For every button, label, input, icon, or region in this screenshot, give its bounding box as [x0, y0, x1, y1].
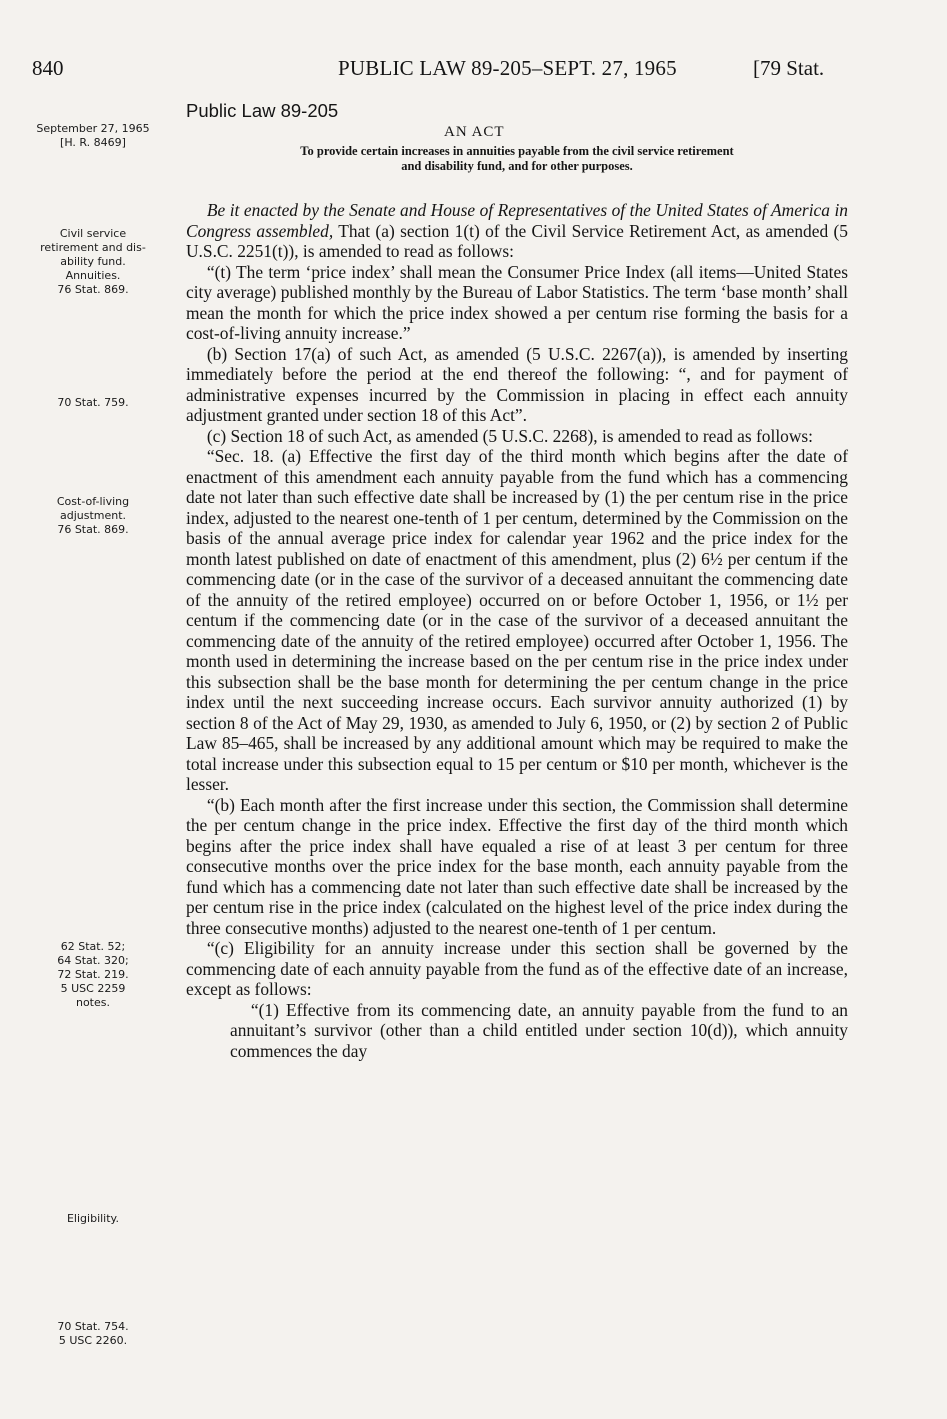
margin-note-date: September 27, 1965 [H. R. 8469] [36, 122, 150, 149]
margin-note-stat-citations: 62 Stat. 52; 64 Stat. 320; 72 Stat. 219. 5 USC 2259 notes. [57, 940, 129, 1009]
page-number: 840 [32, 56, 64, 80]
margin-note-70-stat-754: 70 Stat. 754. 5 USC 2260. [57, 1320, 129, 1347]
act-title: AN ACT [444, 124, 505, 140]
paragraph-b: (b) Section 17(a) of such Act, as amended (5 U.S.C. 2267(a)), is amended by inserting immediately before the period at the end thereof the following: “, and for payment of administrative expenses incurred by the Commission in placing in effect each annuity adjustment granted under section 18 of this Act”. [186, 343, 848, 425]
margin-note-70-stat-759: 70 Stat. 759. [57, 396, 129, 409]
section-18-b: “(b) Each month after the first increase under this section, the Commission shall determine the per centum change in the price index. Effective the first day of the third month which begins after the price index shall have equaled a rise of at least 3 per centum for three consecutive months over the price index for the base month, each annuity payable from the fund which has a commencing date not later than such effective date shall be increased by the per centum rise in the price index (calculated on the highest level of the price index during the three consecutive months) adjusted to the nearest one-tenth of 1 per centum. [186, 794, 848, 938]
enacting-clause-italic: Be it enacted by the Senate and House of Representatives of the United States of America in Congress assembled, [186, 200, 848, 241]
stat-reference: [79 Stat. [753, 56, 825, 80]
section-18-c-1: “(1) Effective from its commencing date, an annuity payable from the fund to an annuitant’s survivor (other than a child entitled under section 10(d)), which annuity commences the day [230, 999, 848, 1061]
paragraph-t: “(t) The term ‘price index’ shall mean the Consumer Price Index (all items—United States city average) published monthly by the Bureau of Labor Statistics. The term ‘base month’ shall mean the month for which the price index showed a per centum rise forming the basis for a cost-of-living annuity increase.” [186, 261, 848, 343]
paragraph-c: (c) Section 18 of such Act, as amended (5 U.S.C. 2268), is amended to read as follows: [206, 425, 813, 446]
running-head: PUBLIC LAW 89-205–SEPT. 27, 1965 [338, 56, 677, 80]
margin-note-cost-of-living: Cost-of-living adjustment. 76 Stat. 869. [56, 495, 130, 536]
section-18-c: “(c) Eligibility for an annuity increase under this section shall be governed by the commencing date of each annuity payable from the fund as of the effective date of an increase, except as follows: [186, 938, 848, 999]
margin-note-civil-service: Civil service retirement and dis- ability fund. Annuities. 76 Stat. 869. [40, 227, 146, 296]
margin-note-eligibility: Eligibility. [66, 1212, 119, 1225]
section-18-a: “Sec. 18. (a) Effective the first day of the third month which begins after the date of enactment of this amendment each annuity payable from the fund which has a commencing date not later than such effective date shall be increased by (1) the per centum rise in the price index, adjusted to the nearest one-tenth of 1 per centum, determined by the Commission on the basis of the annual average price index for calendar year 1962 and the price index for the month latest published on date of enactment of this amendment, plus (2) 6½ per centum if the commencing date (or in the case of the survivor of a deceased annuitant the commencing date of the annuity of the retired employee) occurred on or before October 1, 1956, or 1½ per centum if the commencing date (or in the case of the survivor of a deceased annuitant the commencing date of the annuity of the retired employee) occurred after October 1, 1956. The month used in determining the increase based on the per centum rise in the price index under this subsection shall be the base month for determining the per centum change in the price index until the next succeeding increase occurs. Each survivor annuity authorized (1) by section 8 of the Act of May 29, 1930, as amended to July 6, 1950, or (2) by section 2 of Public Law 85–465, shall be increased by any additional amount which may be required to make the total increase under this subsection equal to 15 per centum or $10 per month, whichever is the lesser. [186, 446, 848, 794]
enacting-clause-rest: That (a) section 1(t) of the Civil Service Retirement Act, as amended (5 U.S.C. 2251(t)), is amended to read as follows: [186, 220, 848, 261]
law-title: Public Law 89-205 [186, 100, 339, 121]
act-purpose: To provide certain increases in annuities payable from the civil service retirement and disability fund, and for other purposes. [300, 144, 734, 173]
enacting-clause [186, 200, 848, 262]
statute-body [186, 200, 848, 1061]
